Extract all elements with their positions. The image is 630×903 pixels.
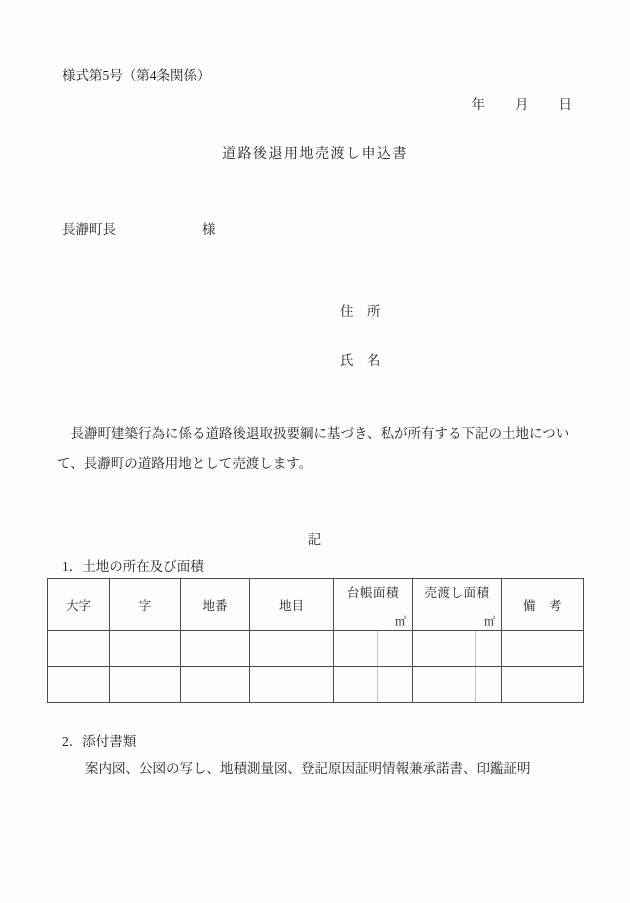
attachments-list: 案内図、公図の写し、地積測量図、登記原因証明情報兼承諾書、印鑑証明	[85, 761, 531, 776]
col-header-chiban: 地番	[181, 579, 250, 631]
table-cell	[181, 631, 250, 667]
col-header-register-area	[334, 579, 413, 631]
table-cell	[378, 631, 413, 667]
col-header-aza: 字	[110, 579, 181, 631]
addressee-honorific: 様	[202, 222, 216, 237]
section2-heading: 2．添付書類	[62, 734, 137, 749]
table-cell	[110, 667, 181, 703]
section1-heading: 1．土地の所在及び面積	[62, 559, 204, 574]
table-cell	[476, 631, 502, 667]
table-cell	[378, 667, 413, 703]
table-cell	[334, 667, 378, 703]
table-row	[48, 631, 584, 667]
col-header-sale-area	[413, 579, 502, 631]
table-cell	[476, 667, 502, 703]
form-number: 様式第5号（第4条関係）	[62, 68, 211, 83]
table-cell	[502, 631, 584, 667]
col-header-oaza: 大字	[48, 579, 110, 631]
table-cell	[48, 667, 110, 703]
col-header-remarks: 備 考	[502, 579, 584, 631]
body-paragraph	[57, 419, 575, 479]
col-header-chimoku: 地目	[250, 579, 334, 631]
date-line: 年 月 日	[471, 97, 573, 112]
page-title: 道路後退用地売渡し申込書	[222, 147, 408, 162]
addressee-label: 長瀞町長	[62, 222, 116, 237]
table-cell	[48, 631, 110, 667]
square-meter-unit: ㎡	[395, 616, 407, 628]
table-cell	[110, 631, 181, 667]
table-cell	[181, 667, 250, 703]
table-cell	[250, 631, 334, 667]
table-cell	[502, 667, 584, 703]
record-marker: 記	[307, 532, 323, 547]
name-label: 氏 名	[340, 353, 381, 368]
table-cell	[413, 631, 476, 667]
table-cell	[250, 667, 334, 703]
table-cell	[334, 631, 378, 667]
address-label: 住 所	[340, 304, 381, 319]
table-row	[48, 667, 584, 703]
body-line-2: て、長瀞町の道路用地として売渡します。	[57, 456, 313, 471]
land-table-header	[48, 579, 584, 631]
table-cell	[413, 667, 476, 703]
body-line-1: 長瀞町建築行為に係る道路後退取扱要綱に基づき、私が所有する下記の土地につい	[70, 426, 570, 441]
square-meter-unit: ㎡	[484, 616, 496, 628]
sale-area-label: 売渡し面積	[424, 586, 490, 600]
register-area-label: 台帳面積	[347, 586, 400, 600]
table-header-row	[48, 579, 584, 631]
land-table	[47, 578, 584, 703]
table-body	[48, 631, 584, 703]
